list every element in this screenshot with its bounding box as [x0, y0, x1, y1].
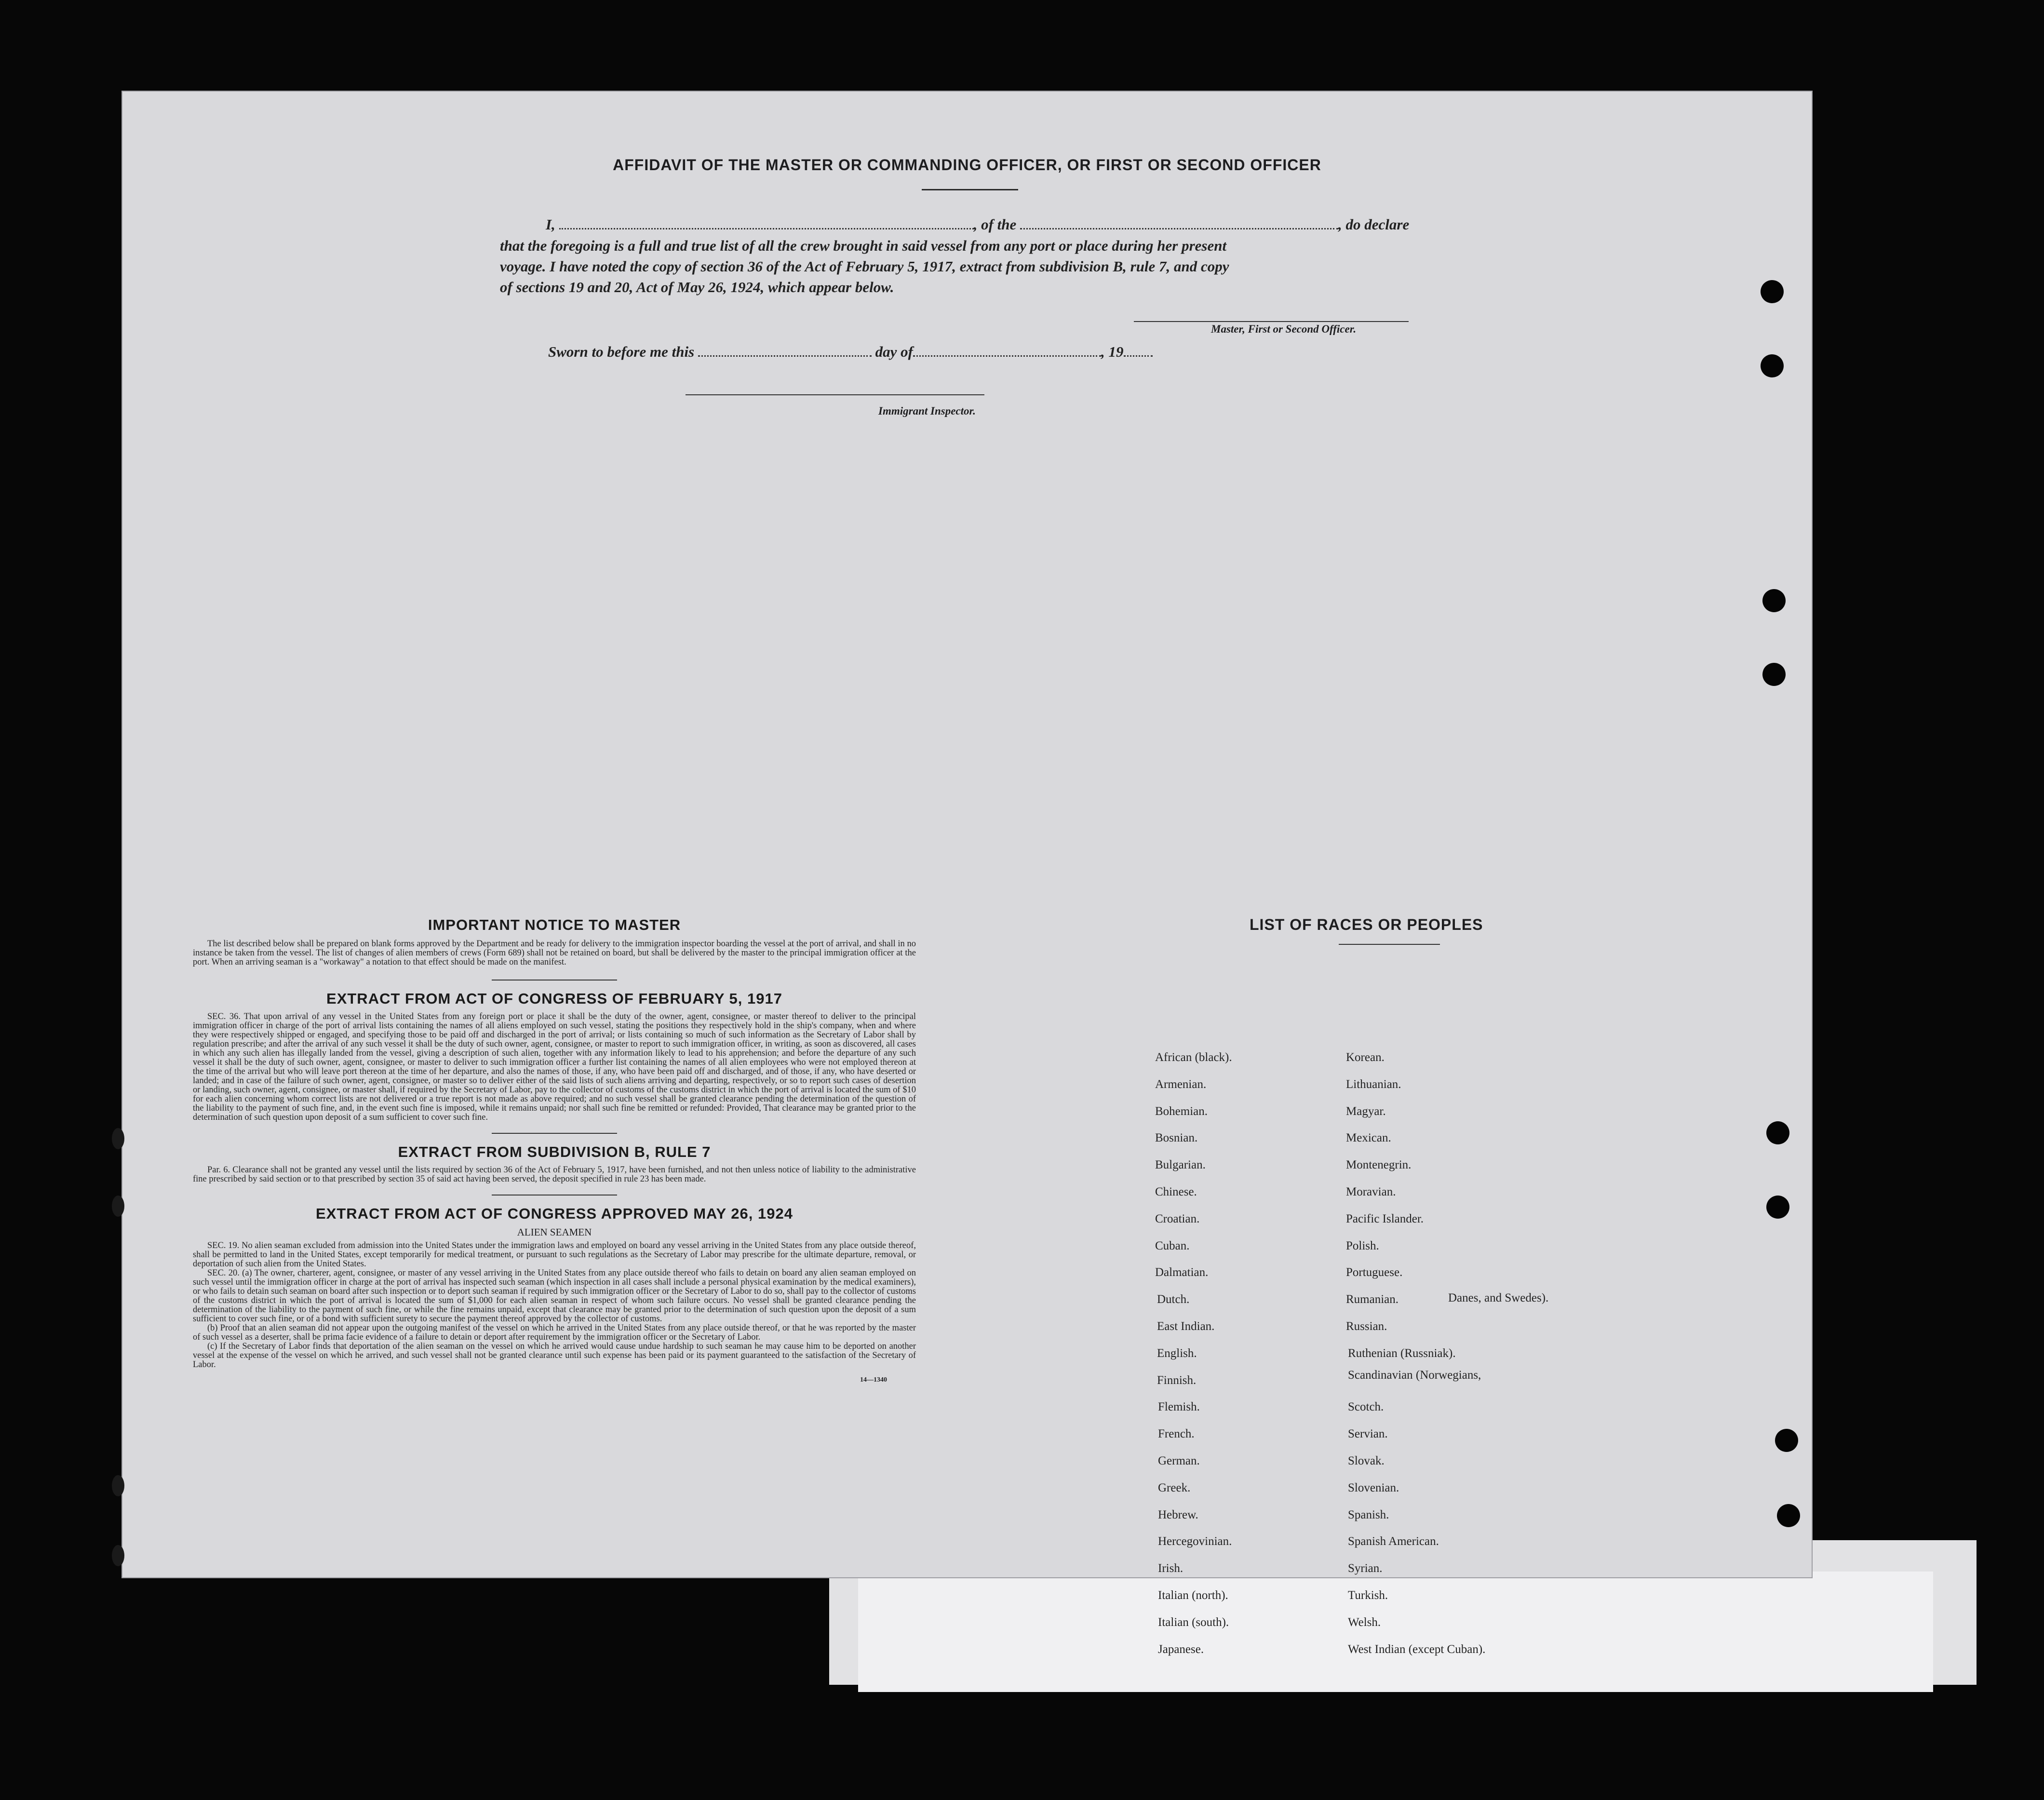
race-item: Flemish.: [1158, 1400, 1200, 1413]
race-item: Ruthenian (Russniak).: [1348, 1347, 1456, 1360]
affidavit-line-1: [546, 214, 1558, 235]
name-blank[interactable]: [559, 228, 974, 229]
extract3-title: EXTRACT FROM ACT OF CONGRESS APPROVED MAY 26, 1924: [316, 1205, 793, 1222]
extract3-sec20c: (c) If the Secretary of Labor finds that deportation of the alien seaman on the vessel on which he arrived would cause undue hardship to such seaman he may cause him to be deported on another vessel at the expense of the vessel on which he arrived, and such vessel shall not be granted clearance until such expense has been paid or its payment guaranteed to the satisfaction of the Secretary of Labor.: [193, 1342, 916, 1370]
race-item: Dutch.: [1157, 1293, 1190, 1306]
race-item: Portuguese.: [1346, 1266, 1403, 1279]
race-item: Bohemian.: [1155, 1105, 1208, 1118]
title-underline: [922, 189, 1018, 190]
inspector-signature-label: Immigrant Inspector.: [878, 405, 976, 417]
punch-hole: [1761, 280, 1784, 303]
affidavit-of-the: , of the: [973, 216, 1017, 233]
race-item: Bosnian.: [1155, 1131, 1198, 1144]
race-item: Slovenian.: [1348, 1481, 1399, 1494]
extract1-text: SEC. 36. That upon arrival of any vessel in the United States from any foreign port or place it shall be the duty of the owner, agent, consignee, or master thereof to deliver to the principal immigration officer in charge of the port of arrival lists containing the names of all aliens employed on such vessel, stating the positions they respectively hold in the ship's company, when and where they were respectively shipped or engaged, and specifying those to be paid off and discharged in the port of arrival; or lists containing so much of such information as the Secretary of Labor shall by regulation prescribe; and after the arrival of any such vessel it shall be the duty of such owner, agent, consignee, or master to report to such immigration officer, in writing, as soon as discovered, all cases in which any such alien has illegally landed from the vessel, giving a description of such alien, together with any information likely to lead to his apprehension; and before the departure of any such vessel it shall be the duty of such owner, agent, consignee, or master to deliver to such immigration officer a further list containing the names of all alien employees who were not employed thereon at the time of the arrival but who will leave port thereon at the time of her departure, and also the names of those, if any, who have been paid off and discharged, and of those, if any, who have deserted or landed; and in case of the failure of such owner, agent, consignee, or master so to deliver either of the said lists of such aliens arriving and departing, respectively, or so to report such cases of desertion or landing, such owner, agent, consignee, or master shall, if required by the Secretary of Labor, pay to the collector of customs of the customs district in which the port of arrival is located the sum of $10 for each alien concerning whom correct lists are not delivered or a true report is not made as above required; and no such vessel shall be granted clearance pending the determination of the question of the liability to the payment of such fine, and, in the event such fine is imposed, while it remains unpaid; nor shall such fine be remitted or refunded: Provided, That clearance may be granted prior to the determination of such question upon deposit of a sum sufficient to cover such fine.: [193, 1012, 916, 1122]
race-item: Montenegrin.: [1346, 1158, 1412, 1171]
punch-hole: [1766, 1121, 1789, 1144]
master-signature-line[interactable]: [1134, 321, 1409, 322]
affidavit-title: AFFIDAVIT OF THE MASTER OR COMMANDING OFFICER, OR FIRST OR SECOND OFFICER: [613, 156, 1321, 174]
race-item: Spanish.: [1348, 1508, 1389, 1521]
races-underline: [1339, 944, 1440, 945]
race-item: Rumanian.: [1346, 1293, 1399, 1306]
race-item: Servian.: [1348, 1427, 1388, 1440]
sworn-label: Sworn to before me this: [548, 343, 695, 360]
race-item: Bulgarian.: [1155, 1158, 1206, 1171]
notice-divider: [492, 980, 617, 981]
sworn-line: [548, 341, 1153, 363]
notice-title: IMPORTANT NOTICE TO MASTER: [428, 916, 681, 933]
form-page: [121, 91, 1813, 1656]
extract3-subtitle: ALIEN SEAMEN: [517, 1226, 592, 1238]
extract2-divider: [492, 1195, 617, 1196]
race-item: African (black).: [1155, 1051, 1232, 1064]
punch-hole: [1777, 1504, 1800, 1527]
race-item: Cuban.: [1155, 1239, 1190, 1252]
race-item: French.: [1158, 1427, 1195, 1440]
master-signature-label: Master, First or Second Officer.: [1211, 323, 1357, 335]
race-item: Mexican.: [1346, 1131, 1391, 1144]
left-edge-hole: [112, 1475, 124, 1496]
race-item: Japanese.: [1158, 1643, 1204, 1656]
race-item: Spanish American.: [1348, 1535, 1439, 1548]
affidavit-line-3: voyage. I have noted the copy of section 36 of the Act of February 5, 1917, extract from subdivision B, rule 7, and copy: [500, 258, 1229, 275]
inspector-signature-line[interactable]: [686, 394, 984, 395]
affidavit-i: I,: [546, 216, 555, 233]
race-item: Greek.: [1158, 1481, 1191, 1494]
race-item: Armenian.: [1155, 1078, 1207, 1091]
race-item: Pacific Islander.: [1346, 1212, 1424, 1225]
race-item: Croatian.: [1155, 1212, 1200, 1225]
sworn-day-blank[interactable]: [698, 355, 872, 357]
race-item: Scandinavian (Norwegians,: [1348, 1369, 1481, 1382]
punch-hole: [1761, 354, 1784, 377]
race-item: Russian.: [1346, 1320, 1387, 1333]
extract2-title: EXTRACT FROM SUBDIVISION B, RULE 7: [398, 1143, 711, 1160]
race-item: Magyar.: [1346, 1105, 1386, 1118]
race-item: Welsh.: [1348, 1616, 1381, 1629]
race-item: Slovak.: [1348, 1454, 1385, 1467]
notice-block: [193, 916, 916, 1384]
race-item: German.: [1158, 1454, 1200, 1467]
underlying-page-edge: [858, 1572, 1933, 1692]
race-item: Hebrew.: [1158, 1508, 1198, 1521]
left-edge-hole: [112, 1196, 124, 1217]
race-item: West Indian (except Cuban).: [1348, 1643, 1486, 1656]
vessel-blank[interactable]: [1020, 228, 1338, 229]
race-item: Moravian.: [1346, 1185, 1396, 1198]
race-item: Syrian.: [1348, 1562, 1383, 1575]
race-item: Hercegovinian.: [1158, 1535, 1232, 1548]
extract1-divider: [492, 1133, 617, 1134]
extract2-text: Par. 6. Clearance shall not be granted any vessel until the lists required by section 36 of the Act of February 5, 1917, have been furnished, and not then unless notice of liability to the administrative fine prescribed by said section or to that prescribed by section 35 of said act having been served, the deposit specified in rule 23 has been made.: [193, 1165, 916, 1184]
affidavit-do-declare: , do declare: [1338, 216, 1410, 233]
race-item: English.: [1157, 1347, 1197, 1360]
race-item: Korean.: [1346, 1051, 1385, 1064]
affidavit-line-4: of sections 19 and 20, Act of May 26, 1924, which appear below.: [500, 279, 894, 296]
race-item: Lithuanian.: [1346, 1078, 1401, 1091]
race-item: Chinese.: [1155, 1185, 1197, 1198]
sworn-month-blank[interactable]: [913, 355, 1101, 357]
races-title: LIST OF RACES OR PEOPLES: [1250, 916, 1483, 933]
extract3-sec20b: (b) Proof that an alien seaman did not appear upon the outgoing manifest of the vessel on which he arrived in the United States from any place outside thereof, or that he was reported by the master of such vessel as a deserter, shall be prima facie evidence of a failure to detain or deport after requirement by the immigration officer or the Secretary of Labor.: [193, 1323, 916, 1342]
punch-hole: [1775, 1429, 1798, 1452]
race-item: Finnish.: [1157, 1374, 1197, 1387]
race-item: East Indian.: [1157, 1320, 1215, 1333]
race-item: Polish.: [1346, 1239, 1379, 1252]
left-edge-hole: [112, 1545, 124, 1566]
extract3-sec20a: SEC. 20. (a) The owner, charterer, agent, consignee, or master of any vessel arriving in the United States from any place outside thereof who fails to detain on board any alien seaman employed on such vessel until the immigration officer in charge at the port of arrival has inspected such seaman (which inspection in all cases shall include a personal physical examination by the medical examiners), or who fails to detain such seaman on board after such inspection or to deport such seaman if required by such immigration officer or the Secretary of Labor to do so, shall pay to the collector of customs of the customs district in which the port of arrival is located the sum of $1,000 for each alien seaman in respect of whom such failure occurs. No vessel shall be granted clearance pending the determination of the liability to the payment of such fine, or while the fine remains unpaid, except that clearance may be granted prior to the determination of such question upon the deposit of a sum sufficient to cover such fine, or of a bond with sufficient surety to secure the payment thereof approved by the collector of customs.: [193, 1268, 916, 1324]
race-item: Italian (north).: [1158, 1589, 1228, 1602]
form-number: 14—1340: [860, 1376, 887, 1384]
punch-hole: [1766, 1196, 1789, 1219]
punch-hole: [1762, 589, 1786, 612]
left-edge-hole: [112, 1128, 124, 1149]
race-item: Italian (south).: [1158, 1616, 1229, 1629]
extract1-title: EXTRACT FROM ACT OF CONGRESS OF FEBRUARY 5, 1917: [326, 990, 782, 1007]
extract3-sec19: SEC. 19. No alien seaman excluded from admission into the United States under the immigration laws and employed on board any vessel arriving in the United States from any place outside thereof, shall be permitted to land in the United States, except temporarily for medical treatment, or pursuant to such regulations as the Secretary of Labor may prescribe for the ultimate departure, removal, or deportation of such alien from the United States.: [193, 1241, 916, 1269]
sworn-year-blank[interactable]: [1124, 355, 1153, 357]
race-item-continuation: Danes, and Swedes).: [1448, 1291, 1549, 1304]
race-item: Irish.: [1158, 1562, 1183, 1575]
race-item: Turkish.: [1348, 1589, 1388, 1602]
notice-text: The list described below shall be prepared on blank forms approved by the Department and be ready for delivery to the immigration inspector boarding the vessel at the port of arrival, and shall in no instance be taken from the vessel. The list of changes of alien members of crews (Form 689) shall not be retained on board, but shall be delivered by the master to the principal immigration officer at the port. When an arriving seaman is a "workaway" a notation to that effect should be made on the manifest.: [193, 939, 916, 967]
race-item: Dalmatian.: [1155, 1266, 1209, 1279]
year-label: , 19: [1101, 343, 1124, 360]
punch-hole: [1762, 663, 1786, 686]
race-item: Scotch.: [1348, 1400, 1384, 1413]
affidavit-line-2: that the foregoing is a full and true list of all the crew brought in said vessel from any port or place during her present: [500, 237, 1227, 254]
day-of-label: day of: [875, 343, 913, 360]
